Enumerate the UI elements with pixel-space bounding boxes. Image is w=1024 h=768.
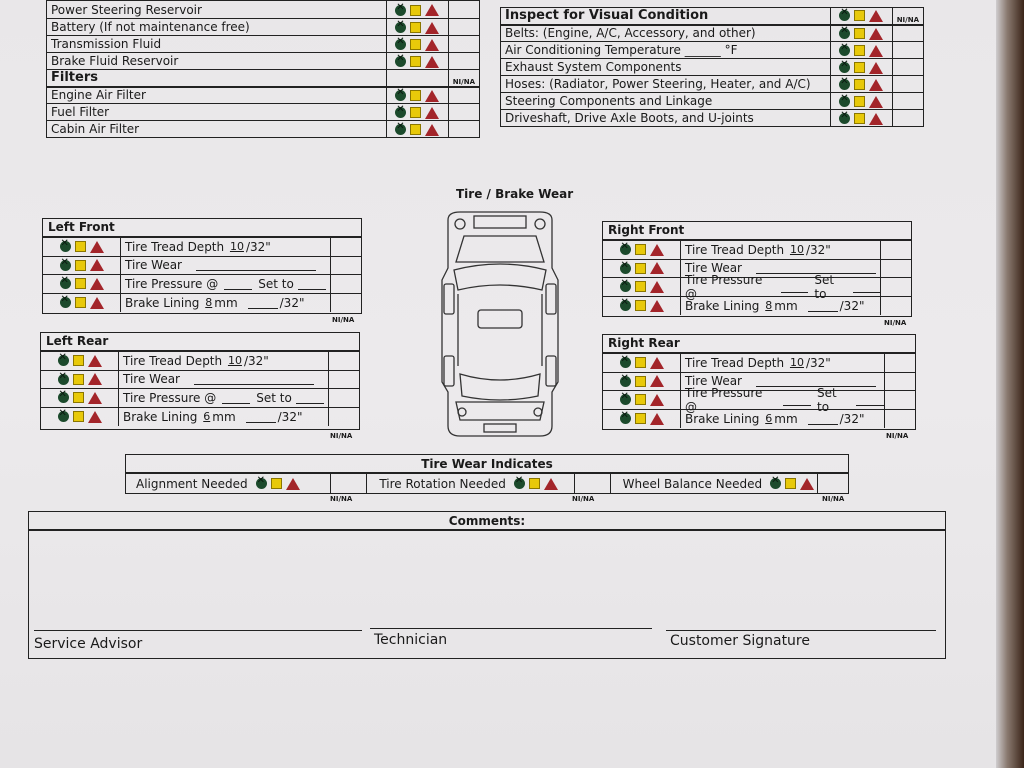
set-to-field[interactable] — [856, 394, 884, 406]
ok-icon[interactable] — [770, 478, 781, 489]
attention-icon[interactable] — [410, 124, 421, 135]
urgent-icon[interactable] — [869, 45, 883, 57]
ok-icon[interactable] — [839, 96, 850, 107]
urgent-icon[interactable] — [425, 22, 439, 34]
attention-icon[interactable] — [410, 39, 421, 50]
urgent-icon[interactable] — [869, 113, 883, 125]
tread-value[interactable]: 10 — [227, 354, 242, 368]
na-label: NI/NA — [330, 495, 353, 503]
tire-box-title: Right Rear — [603, 335, 915, 354]
na-label: NI/NA — [884, 319, 907, 327]
set-to-label: Set to — [814, 272, 835, 301]
attention-icon[interactable] — [271, 478, 282, 489]
set-to-label: Set to — [256, 390, 292, 405]
status-icons[interactable] — [830, 42, 892, 59]
fluid-row-label: Brake Fluid Reservoir — [47, 53, 387, 70]
attention-icon[interactable] — [785, 478, 796, 489]
status-icons[interactable] — [43, 257, 121, 275]
attention-icon[interactable] — [854, 79, 865, 90]
brake-value[interactable]: 8 — [205, 296, 213, 310]
status-icons[interactable] — [386, 19, 448, 36]
status-icons[interactable] — [41, 352, 119, 370]
visual-header: Inspect for Visual Condition — [501, 8, 831, 25]
attention-icon[interactable] — [75, 278, 86, 289]
urgent-icon[interactable] — [650, 300, 664, 312]
tire-row-pressure — [603, 385, 915, 414]
urgent-icon[interactable] — [90, 241, 104, 253]
urgent-icon[interactable] — [650, 413, 664, 425]
ok-icon[interactable] — [395, 90, 406, 101]
tire-rotation-needed-label: Tire Rotation Needed — [379, 476, 506, 491]
status-icons[interactable] — [830, 76, 892, 93]
status-icons[interactable] — [41, 408, 119, 427]
status-icons[interactable] — [43, 294, 121, 313]
right-rear-box — [602, 334, 916, 430]
brake-32-field[interactable] — [246, 411, 276, 423]
tire-box-title: Right Front — [603, 222, 911, 241]
tire-row-brake — [41, 408, 359, 427]
ok-icon[interactable] — [620, 244, 631, 255]
status-icons[interactable] — [43, 275, 121, 293]
tread-unit: /32" — [805, 355, 831, 370]
tire-row-brake — [603, 410, 915, 429]
tire-row-tread — [41, 352, 359, 371]
tire-row-wear — [43, 257, 361, 276]
urgent-icon[interactable] — [425, 124, 439, 136]
pressure-label: Tire Pressure @ — [685, 385, 763, 414]
attention-icon[interactable] — [410, 5, 421, 16]
status-icons[interactable] — [830, 110, 892, 127]
attention-icon[interactable] — [410, 22, 421, 33]
visual-condition-table — [500, 7, 924, 127]
ok-icon[interactable] — [620, 263, 631, 274]
status-icons[interactable] — [603, 410, 681, 429]
fluids-filters-table — [46, 0, 480, 138]
urgent-icon[interactable] — [650, 281, 664, 293]
urgent-icon[interactable] — [425, 39, 439, 51]
attention-icon[interactable] — [635, 376, 646, 387]
ok-icon[interactable] — [60, 260, 71, 271]
urgent-icon[interactable] — [650, 394, 664, 406]
status-icons[interactable] — [830, 25, 892, 42]
attention-icon[interactable] — [73, 392, 84, 403]
brake-mm: mm — [214, 295, 238, 310]
urgent-icon[interactable] — [869, 96, 883, 108]
attention-icon[interactable] — [635, 394, 646, 405]
na-label: NI/NA — [572, 495, 595, 503]
wear-label: Tire Wear — [123, 372, 180, 387]
urgent-icon[interactable] — [286, 478, 300, 490]
technician-label: Technician — [374, 632, 448, 648]
set-to-field[interactable] — [296, 392, 324, 404]
ok-icon[interactable] — [395, 5, 406, 16]
set-to-label: Set to — [817, 385, 837, 414]
brake-value[interactable]: 6 — [765, 412, 773, 426]
attention-icon[interactable] — [854, 62, 865, 73]
pressure-field[interactable] — [781, 281, 808, 293]
ok-icon[interactable] — [395, 39, 406, 50]
urgent-icon[interactable] — [88, 411, 102, 423]
visual-row-label: Air Conditioning Temperature ______ °F — [501, 42, 831, 59]
na-label: NI/NA — [448, 70, 479, 87]
tire-wear-indicates-box — [125, 454, 849, 494]
comments-title: Comments: — [29, 512, 945, 531]
status-icons[interactable] — [386, 121, 448, 138]
tire-row-brake — [43, 294, 361, 313]
attention-icon[interactable] — [635, 413, 646, 424]
urgent-icon[interactable] — [869, 79, 883, 91]
ok-icon[interactable] — [620, 394, 631, 405]
ok-icon[interactable] — [839, 113, 850, 124]
alignment-needed-label: Alignment Needed — [136, 476, 248, 491]
alignment-needed-cell[interactable] — [126, 474, 331, 493]
fluid-row-label: Battery (If not maintenance free) — [47, 19, 387, 36]
ok-icon[interactable] — [58, 411, 69, 422]
tread-value[interactable]: 10 — [789, 356, 804, 370]
service-advisor-label: Service Advisor — [34, 636, 143, 652]
ok-icon[interactable] — [395, 22, 406, 33]
urgent-icon[interactable] — [869, 62, 883, 74]
tread-label: Tire Tread Depth — [123, 353, 223, 368]
filter-row-label: Fuel Filter — [47, 104, 387, 121]
wear-label: Tire Wear — [125, 258, 182, 273]
status-icons[interactable] — [603, 260, 681, 278]
ok-icon[interactable] — [620, 300, 631, 311]
na-label: NI/NA — [332, 316, 355, 324]
urgent-icon[interactable] — [869, 28, 883, 40]
ok-icon[interactable] — [839, 79, 850, 90]
ok-icon[interactable] — [60, 278, 71, 289]
attention-icon[interactable] — [410, 90, 421, 101]
urgent-icon[interactable] — [90, 278, 104, 290]
attention-icon[interactable] — [854, 96, 865, 107]
status-icons[interactable] — [41, 389, 119, 407]
attention-icon[interactable] — [75, 260, 86, 271]
brake-unit: /32" — [277, 409, 303, 424]
wheel-balance-needed-label: Wheel Balance Needed — [622, 476, 763, 491]
wear-field[interactable] — [194, 373, 314, 385]
urgent-icon[interactable] — [425, 4, 439, 16]
pressure-field[interactable] — [222, 392, 250, 404]
brake-unit: /32" — [839, 298, 865, 313]
ok-icon[interactable] — [620, 357, 631, 368]
ok-icon[interactable] — [839, 45, 850, 56]
urgent-icon[interactable] — [88, 392, 102, 404]
tire-wear-indicates-title: Tire Wear Indicates — [126, 455, 848, 474]
ok-icon[interactable] — [60, 241, 71, 252]
ok-icon[interactable] — [620, 413, 631, 424]
visual-row-label: Driveshaft, Drive Axle Boots, and U-joints — [501, 110, 831, 127]
urgent-icon[interactable] — [650, 244, 664, 256]
brake-32-field[interactable] — [808, 413, 838, 425]
status-icons[interactable] — [386, 53, 448, 70]
tread-label: Tire Tread Depth — [685, 355, 785, 370]
attention-icon[interactable] — [854, 28, 865, 39]
left-rear-box — [40, 332, 360, 430]
urgent-icon[interactable] — [800, 478, 814, 490]
brake-32-field[interactable] — [248, 297, 278, 309]
tread-value[interactable]: 10 — [229, 240, 244, 254]
tire-row-tread — [603, 354, 915, 373]
set-to-label: Set to — [258, 276, 294, 291]
brake-label: Brake Lining — [685, 411, 760, 426]
tire-row-pressure — [43, 275, 361, 294]
desk-edge — [996, 0, 1024, 768]
attention-icon[interactable] — [635, 300, 646, 311]
status-icons[interactable] — [603, 391, 681, 409]
status-icons[interactable] — [386, 36, 448, 53]
ok-icon[interactable] — [395, 107, 406, 118]
ok-icon[interactable] — [395, 56, 406, 67]
brake-label: Brake Lining — [685, 298, 760, 313]
wheel-balance-needed-cell[interactable] — [611, 474, 818, 493]
wear-field[interactable] — [196, 259, 316, 271]
tread-label: Tire Tread Depth — [685, 242, 785, 257]
attention-icon[interactable] — [635, 357, 646, 368]
brake-32-field[interactable] — [808, 300, 838, 312]
attention-icon[interactable] — [635, 281, 646, 292]
urgent-icon[interactable] — [90, 259, 104, 271]
urgent-icon[interactable] — [650, 262, 664, 274]
customer-signature-line[interactable] — [666, 630, 936, 631]
urgent-icon[interactable] — [650, 375, 664, 387]
brake-mm: mm — [212, 409, 236, 424]
tread-unit: /32" — [243, 353, 269, 368]
set-to-field[interactable] — [298, 278, 326, 290]
tread-label: Tire Tread Depth — [125, 239, 225, 254]
status-icons[interactable] — [41, 371, 119, 389]
urgent-icon[interactable] — [88, 355, 102, 367]
brake-unit: /32" — [279, 295, 305, 310]
fluid-row-label: Power Steering Reservoir — [47, 1, 387, 19]
pressure-label: Tire Pressure @ — [123, 390, 217, 405]
attention-icon[interactable] — [410, 56, 421, 67]
brake-unit: /32" — [839, 411, 865, 426]
filter-row-label: Cabin Air Filter — [47, 121, 387, 138]
urgent-icon[interactable] — [425, 56, 439, 68]
pressure-label: Tire Pressure @ — [685, 272, 763, 301]
na-label: NI/NA — [886, 432, 909, 440]
urgent-icon[interactable] — [90, 297, 104, 309]
visual-row-label: Steering Components and Linkage — [501, 93, 831, 110]
urgent-icon[interactable] — [88, 373, 102, 385]
na-label: NI/NA — [892, 8, 923, 25]
status-icons[interactable] — [603, 373, 681, 391]
tire-box-title: Left Front — [43, 219, 361, 238]
set-to-field[interactable] — [853, 281, 880, 293]
ok-icon[interactable] — [58, 374, 69, 385]
wear-label: Tire Wear — [685, 374, 742, 389]
urgent-icon[interactable] — [544, 478, 558, 490]
brake-label: Brake Lining — [123, 409, 198, 424]
pressure-label: Tire Pressure @ — [125, 276, 219, 291]
fluid-row-label: Transmission Fluid — [47, 36, 387, 53]
status-icons[interactable] — [386, 104, 448, 121]
technician-line[interactable] — [370, 628, 652, 629]
brake-mm: mm — [774, 411, 798, 426]
ok-icon[interactable] — [514, 478, 525, 489]
attention-icon[interactable] — [635, 263, 646, 274]
ok-icon[interactable] — [620, 281, 631, 292]
visual-row-label: Exhaust System Components — [501, 59, 831, 76]
customer-signature-label: Customer Signature — [670, 633, 810, 649]
brake-value[interactable]: 8 — [765, 299, 773, 313]
ok-icon[interactable] — [60, 297, 71, 308]
attention-icon[interactable] — [854, 113, 865, 124]
status-icons[interactable] — [603, 297, 681, 316]
tire-row-pressure — [603, 272, 911, 301]
service-advisor-line[interactable] — [34, 630, 362, 631]
car-diagram — [434, 206, 566, 442]
status-icons[interactable] — [603, 241, 681, 259]
visual-row-label: Belts: (Engine, A/C, Accessory, and other) — [501, 25, 831, 42]
visual-row-label: Hoses: (Radiator, Power Steering, Heater, and A/C) — [501, 76, 831, 93]
attention-icon[interactable] — [75, 241, 86, 252]
attention-icon[interactable] — [73, 411, 84, 422]
status-icons[interactable] — [830, 93, 892, 110]
status-icons[interactable] — [386, 1, 448, 19]
tire-rotation-needed-cell[interactable] — [367, 474, 574, 493]
filters-header: Filters — [47, 70, 387, 87]
tire-box-title: Left Rear — [41, 333, 359, 352]
tire-brake-title: Tire / Brake Wear — [456, 187, 574, 201]
tire-row-wear — [41, 371, 359, 390]
ok-icon[interactable] — [839, 62, 850, 73]
tire-row-brake — [603, 297, 911, 316]
ok-icon[interactable] — [58, 355, 69, 366]
tire-row-pressure — [41, 389, 359, 408]
tread-unit: /32" — [805, 242, 831, 257]
urgent-icon[interactable] — [650, 357, 664, 369]
attention-icon[interactable] — [854, 45, 865, 56]
na-label: NI/NA — [822, 495, 845, 503]
attention-icon[interactable] — [410, 107, 421, 118]
attention-icon[interactable] — [73, 374, 84, 385]
tire-row-tread — [43, 238, 361, 257]
status-icons[interactable] — [603, 354, 681, 372]
ok-icon[interactable] — [839, 28, 850, 39]
brake-label: Brake Lining — [125, 295, 200, 310]
status-icons[interactable] — [830, 59, 892, 76]
ok-icon[interactable] — [256, 478, 267, 489]
tread-unit: /32" — [245, 239, 271, 254]
attention-icon[interactable] — [635, 244, 646, 255]
ok-icon[interactable] — [395, 124, 406, 135]
pressure-field[interactable] — [783, 394, 811, 406]
attention-icon[interactable] — [73, 355, 84, 366]
na-label: NI/NA — [330, 432, 353, 440]
ok-icon[interactable] — [620, 376, 631, 387]
brake-mm: mm — [774, 298, 798, 313]
filter-row-label: Engine Air Filter — [47, 87, 387, 104]
urgent-icon[interactable] — [425, 90, 439, 102]
tread-value[interactable]: 10 — [789, 243, 804, 257]
tire-row-tread — [603, 241, 911, 260]
right-front-box — [602, 221, 912, 317]
brake-value[interactable]: 6 — [203, 410, 211, 424]
left-front-box — [42, 218, 362, 314]
urgent-icon[interactable] — [425, 107, 439, 119]
ok-icon[interactable] — [58, 392, 69, 403]
attention-icon[interactable] — [529, 478, 540, 489]
status-icons[interactable] — [386, 87, 448, 104]
wear-label: Tire Wear — [685, 261, 742, 276]
attention-icon[interactable] — [75, 297, 86, 308]
status-icons[interactable] — [603, 278, 681, 296]
status-icons[interactable] — [43, 238, 121, 256]
pressure-field[interactable] — [224, 278, 252, 290]
